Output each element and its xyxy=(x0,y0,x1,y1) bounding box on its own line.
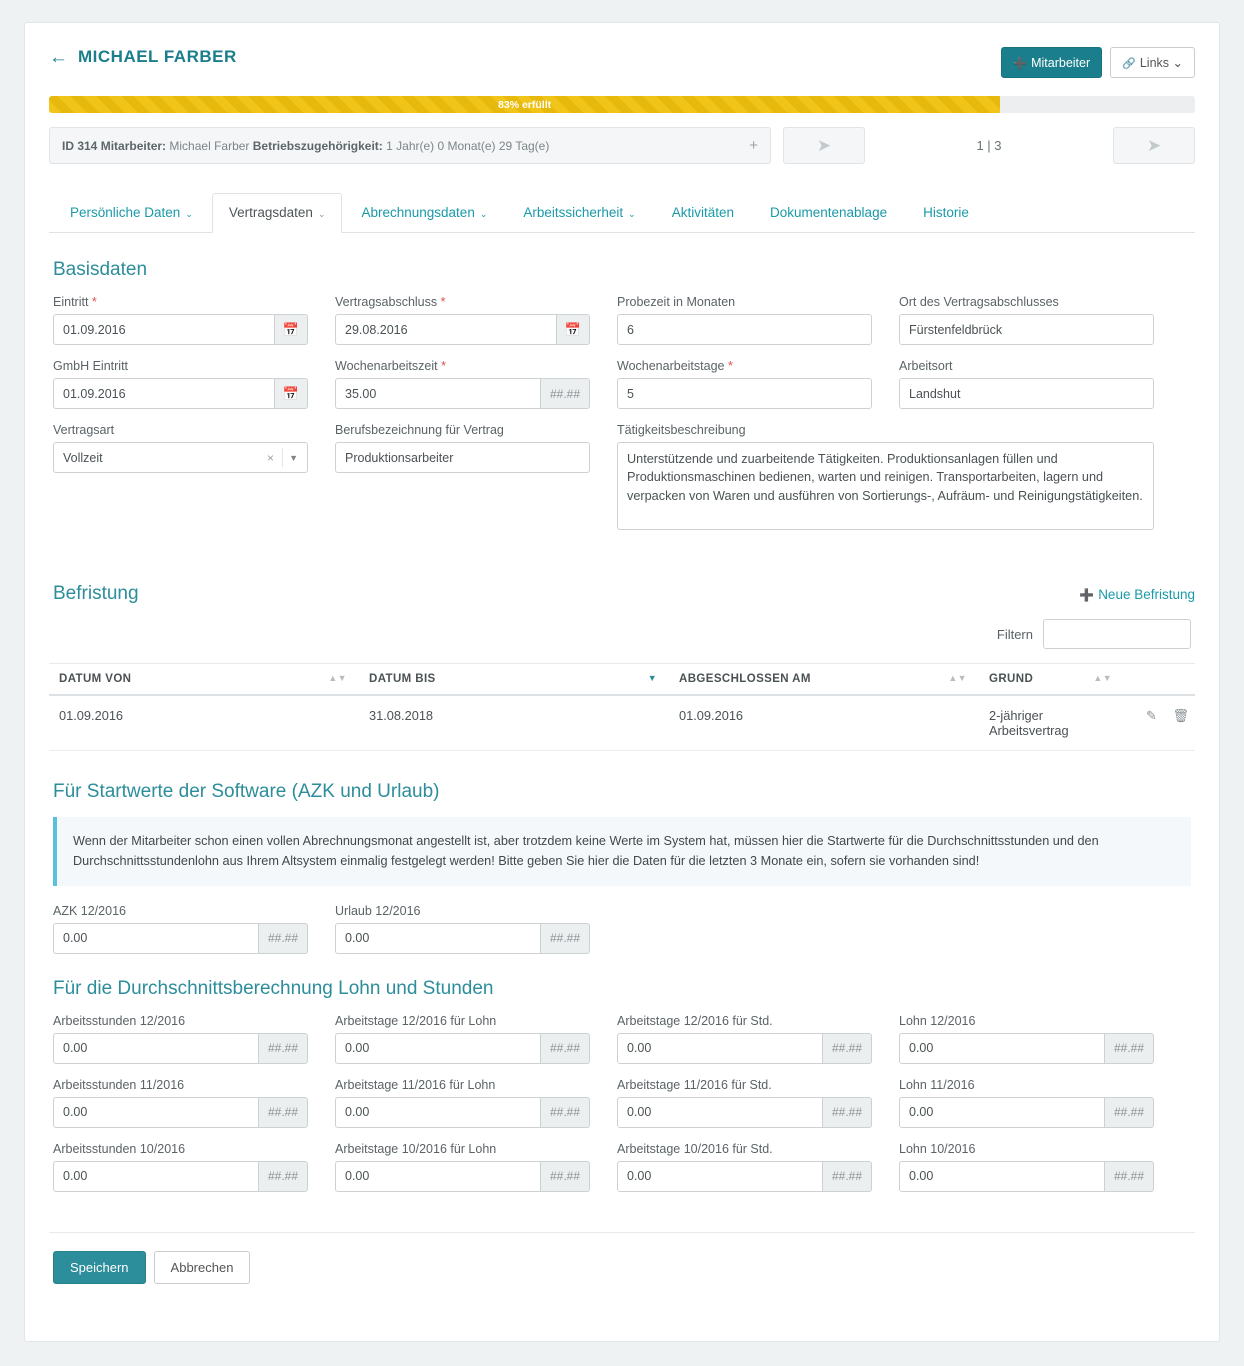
field-taetigkeitsbeschreibung xyxy=(617,423,1154,535)
format-hint: ##.## xyxy=(1105,1161,1154,1192)
progress-label: 83% erfüllt xyxy=(498,98,552,111)
urlaub-input[interactable] xyxy=(335,923,541,954)
label-gmbh-eintritt: GmbH Eintritt xyxy=(53,359,129,373)
plus-icon: ➕ xyxy=(1013,57,1028,70)
add-employee-label: Mitarbeiter xyxy=(1031,55,1091,70)
label-arbeitsstunden-10-2016: Arbeitsstunden 10/2016 xyxy=(53,1141,186,1156)
label-arbeitstage-std-12-2016: Arbeitstage 12/2016 für Std. xyxy=(617,1013,773,1028)
format-hint: ##.## xyxy=(259,1097,308,1128)
label-eintritt: Eintritt * xyxy=(53,295,97,309)
section-title-startwerte: Für Startwerte der Software (AZK und Urlaub) xyxy=(53,781,440,802)
label-vertragsabschluss: Vertragsabschluss * xyxy=(335,295,446,309)
durchschnitt-grid xyxy=(49,1014,1195,1206)
tab-label: Arbeitssicherheit xyxy=(523,205,624,220)
calendar-icon[interactable]: 📅 xyxy=(557,314,590,345)
tenure-label: Betriebszugehörigkeit: xyxy=(252,138,383,153)
col-abgeschlossen-am[interactable]: ABGESCHLOSSEN AM ▲▼ xyxy=(669,664,979,696)
divider xyxy=(282,448,283,467)
format-hint: ##.## xyxy=(823,1161,872,1192)
field-arbeitstage-std-11-2016 xyxy=(617,1078,872,1128)
format-hint: ##.## xyxy=(541,1097,590,1128)
field-arbeitsort xyxy=(899,359,1154,409)
field-arbeitsstunden-12-2016 xyxy=(53,1014,308,1064)
field-lohn-10-2016 xyxy=(899,1142,1154,1192)
field-arbeitstage-lohn-12-2016 xyxy=(335,1014,590,1064)
format-hint: ##.## xyxy=(541,1161,590,1192)
arbeitstage-std-11-2016-input[interactable] xyxy=(617,1097,823,1128)
format-hint: ##.## xyxy=(541,923,590,954)
chevron-down-icon: ⌄ xyxy=(185,209,193,219)
pencil-icon[interactable]: ✎ xyxy=(1146,708,1157,723)
trash-icon[interactable]: 🗑 xyxy=(1172,708,1189,723)
ort-input[interactable] xyxy=(899,314,1154,345)
label-berufsbezeichnung: Berufsbezeichnung für Vertrag xyxy=(335,423,504,437)
arbeitstage-lohn-11-2016-input[interactable] xyxy=(335,1097,541,1128)
prev-record-button[interactable] xyxy=(783,127,865,164)
arbeitstage-std-12-2016-input[interactable] xyxy=(617,1033,823,1064)
chevron-down-icon: ⌄ xyxy=(1172,56,1183,70)
save-button[interactable]: Speichern xyxy=(53,1251,146,1284)
calendar-icon[interactable]: 📅 xyxy=(275,378,308,409)
arbeitsstunden-10-2016-input[interactable] xyxy=(53,1161,259,1192)
header-actions xyxy=(1001,47,1195,78)
tab-label: Abrechnungsdaten xyxy=(361,205,475,220)
arbeitsstunden-11-2016-input[interactable] xyxy=(53,1097,259,1128)
label-wochenarbeitstage: Wochenarbeitstage * xyxy=(617,359,733,373)
label-arbeitstage-lohn-11-2016: Arbeitstage 11/2016 für Lohn xyxy=(335,1077,496,1092)
clear-icon[interactable]: × xyxy=(266,450,274,465)
field-arbeitsstunden-10-2016 xyxy=(53,1142,308,1192)
section-title-befristung: Befristung xyxy=(53,583,139,604)
lohn-12-2016-input[interactable] xyxy=(899,1033,1105,1064)
tab-aktivitaeten[interactable] xyxy=(655,193,751,233)
format-hint: ##.## xyxy=(1105,1097,1154,1128)
format-hint: ##.## xyxy=(823,1097,872,1128)
cell-grund: 2-jähriger Arbeitsvertrag xyxy=(979,695,1124,751)
filter-label: Filtern xyxy=(996,626,1033,642)
taetigkeitsbeschreibung-textarea[interactable] xyxy=(617,442,1154,530)
link-icon: 🔗 xyxy=(1122,58,1136,70)
chevron-down-icon: ▼ xyxy=(289,452,298,463)
page-title: MICHAEL FARBER xyxy=(78,47,237,66)
sort-icon-active: ▼ xyxy=(647,673,657,683)
format-hint: ##.## xyxy=(541,378,590,409)
label-arbeitsstunden-12-2016: Arbeitsstunden 12/2016 xyxy=(53,1013,186,1028)
label-ort-vertragsabschluss: Ort des Vertragsabschlusses xyxy=(899,295,1059,309)
label-lohn-10-2016: Lohn 10/2016 xyxy=(899,1141,976,1156)
tab-bar xyxy=(49,192,1195,233)
field-lohn-11-2016 xyxy=(899,1078,1154,1128)
section-title-basisdaten: Basisdaten xyxy=(53,259,148,280)
required-marker: * xyxy=(727,359,733,373)
gmbh-eintritt-input[interactable] xyxy=(53,378,275,409)
field-vertragsabschluss xyxy=(335,295,590,345)
tab-label: Historie xyxy=(923,205,969,220)
vertragsart-select[interactable] xyxy=(53,442,308,473)
header-left xyxy=(49,47,237,67)
required-marker: * xyxy=(440,295,446,309)
vertragsabschluss-input[interactable] xyxy=(335,314,557,345)
label-arbeitsstunden-11-2016: Arbeitsstunden 11/2016 xyxy=(53,1077,185,1092)
sort-icon: ▲▼ xyxy=(948,673,967,683)
col-actions xyxy=(1124,664,1195,696)
info-alert: Wenn der Mitarbeiter schon einen vollen Abrechnungsmonat angestellt ist, aber trotzdem keine Werte im System hat, müssen hier die Startwerte für die Durchschnittsstunden und den Durchschnittsstundenlohn aus Ihrem Altsystem einmalig festgelegt werden! Bitte geben Sie hier die Daten für die letzten 3 Monate ein, sofern sie vorhanden sind! xyxy=(53,817,1191,886)
employee-value: Michael Farber xyxy=(169,138,250,153)
befristung-filter-row xyxy=(49,619,1195,649)
record-id: ID 314 xyxy=(62,138,98,153)
col-datum-von[interactable]: DATUM VON ▲▼ xyxy=(49,664,359,696)
add-employee-button[interactable] xyxy=(1001,47,1102,78)
field-gmbh-eintritt xyxy=(53,359,308,409)
field-arbeitsstunden-11-2016 xyxy=(53,1078,308,1128)
required-marker: * xyxy=(441,359,446,373)
sort-icon: ▲▼ xyxy=(1093,673,1113,683)
tab-historie[interactable] xyxy=(906,193,986,233)
filter-input[interactable] xyxy=(1043,619,1191,649)
plus-square-icon: ➕ xyxy=(1079,587,1095,602)
field-azk xyxy=(53,904,308,954)
cell-abgeschlossen-am: 01.09.2016 xyxy=(669,695,979,751)
chevron-left-circle-icon: ➤ xyxy=(816,135,832,155)
label-taetigkeitsbeschreibung: Tätigkeitsbeschreibung xyxy=(617,423,746,437)
table-header-row xyxy=(49,664,1195,696)
tab-persoenliche-daten[interactable] xyxy=(53,193,210,233)
field-arbeitstage-std-12-2016 xyxy=(617,1014,872,1064)
format-hint: ##.## xyxy=(259,1161,308,1192)
progress-bar-fill xyxy=(49,96,1000,113)
label-probezeit: Probezeit in Monaten xyxy=(617,295,736,309)
lohn-11-2016-input[interactable] xyxy=(899,1097,1105,1128)
tab-dokumentenablage[interactable] xyxy=(753,193,904,233)
field-vertragsart xyxy=(53,423,308,535)
tab-arbeitssicherheit[interactable] xyxy=(506,193,652,233)
label-arbeitstage-std-10-2016: Arbeitstage 10/2016 für Std. xyxy=(617,1141,773,1156)
label-arbeitstage-lohn-10-2016: Arbeitstage 10/2016 für Lohn xyxy=(335,1141,497,1156)
tab-label: Dokumentenablage xyxy=(770,205,888,220)
label-arbeitstage-lohn-12-2016: Arbeitstage 12/2016 für Lohn xyxy=(335,1013,497,1028)
field-arbeitstage-lohn-11-2016 xyxy=(335,1078,590,1128)
table-row xyxy=(49,695,1195,751)
tab-abrechnungsdaten[interactable] xyxy=(344,193,504,233)
cell-actions xyxy=(1124,695,1195,751)
label-azk: AZK 12/2016 xyxy=(53,903,126,918)
eintritt-input[interactable] xyxy=(53,314,275,345)
cell-datum-bis: 31.08.2018 xyxy=(359,695,669,751)
label-arbeitstage-std-11-2016: Arbeitstage 11/2016 für Std. xyxy=(617,1077,772,1092)
record-summary-text xyxy=(62,139,549,153)
befristung-table xyxy=(49,663,1195,751)
tab-vertragsdaten[interactable] xyxy=(212,193,343,233)
chevron-down-icon: ⌄ xyxy=(479,209,488,219)
arbeitsort-input[interactable] xyxy=(899,378,1154,409)
label-lohn-11-2016: Lohn 11/2016 xyxy=(899,1077,975,1092)
cancel-button[interactable]: Abbrechen xyxy=(154,1251,251,1284)
sort-icon: ▲▼ xyxy=(328,673,347,683)
startwerte-grid xyxy=(49,904,1195,968)
chevron-right-circle-icon: ➤ xyxy=(1146,135,1162,155)
field-berufsbezeichnung xyxy=(335,423,590,535)
field-wochenarbeitszeit xyxy=(335,359,590,409)
field-ort-vertragsabschluss xyxy=(899,295,1154,345)
field-arbeitstage-lohn-10-2016 xyxy=(335,1142,590,1192)
arbeitstage-lohn-12-2016-input[interactable] xyxy=(335,1033,541,1064)
label-lohn-12-2016: Lohn 12/2016 xyxy=(899,1013,976,1028)
record-pager: 1 | 3 xyxy=(976,138,1002,153)
berufsbezeichnung-input[interactable] xyxy=(335,442,590,473)
col-datum-bis[interactable]: DATUM BIS ▼ xyxy=(359,664,669,696)
arbeitstage-std-10-2016-input[interactable] xyxy=(617,1161,823,1192)
field-urlaub xyxy=(335,904,590,954)
vertragsart-value: Vollzeit xyxy=(63,450,103,465)
format-hint: ##.## xyxy=(259,923,308,954)
next-record-button[interactable] xyxy=(1113,127,1195,164)
cell-datum-von: 01.09.2016 xyxy=(49,695,359,751)
tab-label: Persönliche Daten xyxy=(70,205,181,220)
section-title-durchschnitt: Für die Durchschnittsberechnung Lohn und Stunden xyxy=(53,977,494,999)
format-hint: ##.## xyxy=(823,1033,872,1064)
new-befristung-button[interactable] xyxy=(1079,587,1195,602)
employee-label: Mitarbeiter: xyxy=(100,138,167,153)
label-arbeitsort: Arbeitsort xyxy=(899,359,953,373)
arbeitstage-lohn-10-2016-input[interactable] xyxy=(335,1161,541,1192)
chevron-down-icon: ⌄ xyxy=(317,209,326,219)
probezeit-input[interactable] xyxy=(617,314,872,345)
form-footer xyxy=(49,1232,1195,1284)
expand-icon[interactable]: + xyxy=(749,137,758,154)
field-wochenarbeitstage xyxy=(617,359,872,409)
label-wochenarbeitszeit: Wochenarbeitszeit * xyxy=(335,359,446,373)
field-eintritt xyxy=(53,295,308,345)
links-label: Links xyxy=(1139,56,1170,70)
tenure-value: 1 Jahr(e) 0 Monat(e) 29 Tag(e) xyxy=(386,138,550,153)
field-arbeitstage-std-10-2016 xyxy=(617,1142,872,1192)
record-strip-row xyxy=(49,127,1195,164)
calendar-icon[interactable]: 📅 xyxy=(275,314,308,345)
field-lohn-12-2016 xyxy=(899,1014,1154,1064)
chevron-down-icon: ⌄ xyxy=(628,209,636,219)
page-header xyxy=(49,43,1195,78)
wochenarbeitstage-input[interactable] xyxy=(617,378,872,409)
arrow-left-icon[interactable]: ← xyxy=(49,46,68,68)
col-grund[interactable]: GRUND ▲▼ xyxy=(979,664,1124,696)
basisdaten-grid xyxy=(49,295,1195,549)
azk-input[interactable] xyxy=(53,923,259,954)
lohn-10-2016-input[interactable] xyxy=(899,1161,1105,1192)
completion-progress xyxy=(49,96,1195,113)
required-marker: * xyxy=(91,295,97,309)
befristung-header xyxy=(49,583,1195,605)
links-button[interactable] xyxy=(1110,47,1195,78)
tab-label: Vertragsdaten xyxy=(228,205,313,220)
format-hint: ##.## xyxy=(1105,1033,1154,1064)
tab-label: Aktivitäten xyxy=(671,205,734,220)
wochenarbeitszeit-input[interactable] xyxy=(335,378,541,409)
label-vertragsart: Vertragsart xyxy=(53,423,115,437)
content-card xyxy=(24,22,1220,1342)
format-hint: ##.## xyxy=(541,1033,590,1064)
arbeitsstunden-12-2016-input[interactable] xyxy=(53,1033,259,1064)
field-probezeit xyxy=(617,295,872,345)
format-hint: ##.## xyxy=(259,1033,308,1064)
new-befristung-label: Neue Befristung xyxy=(1098,586,1195,602)
label-urlaub: Urlaub 12/2016 xyxy=(335,903,421,918)
record-summary xyxy=(49,127,771,164)
